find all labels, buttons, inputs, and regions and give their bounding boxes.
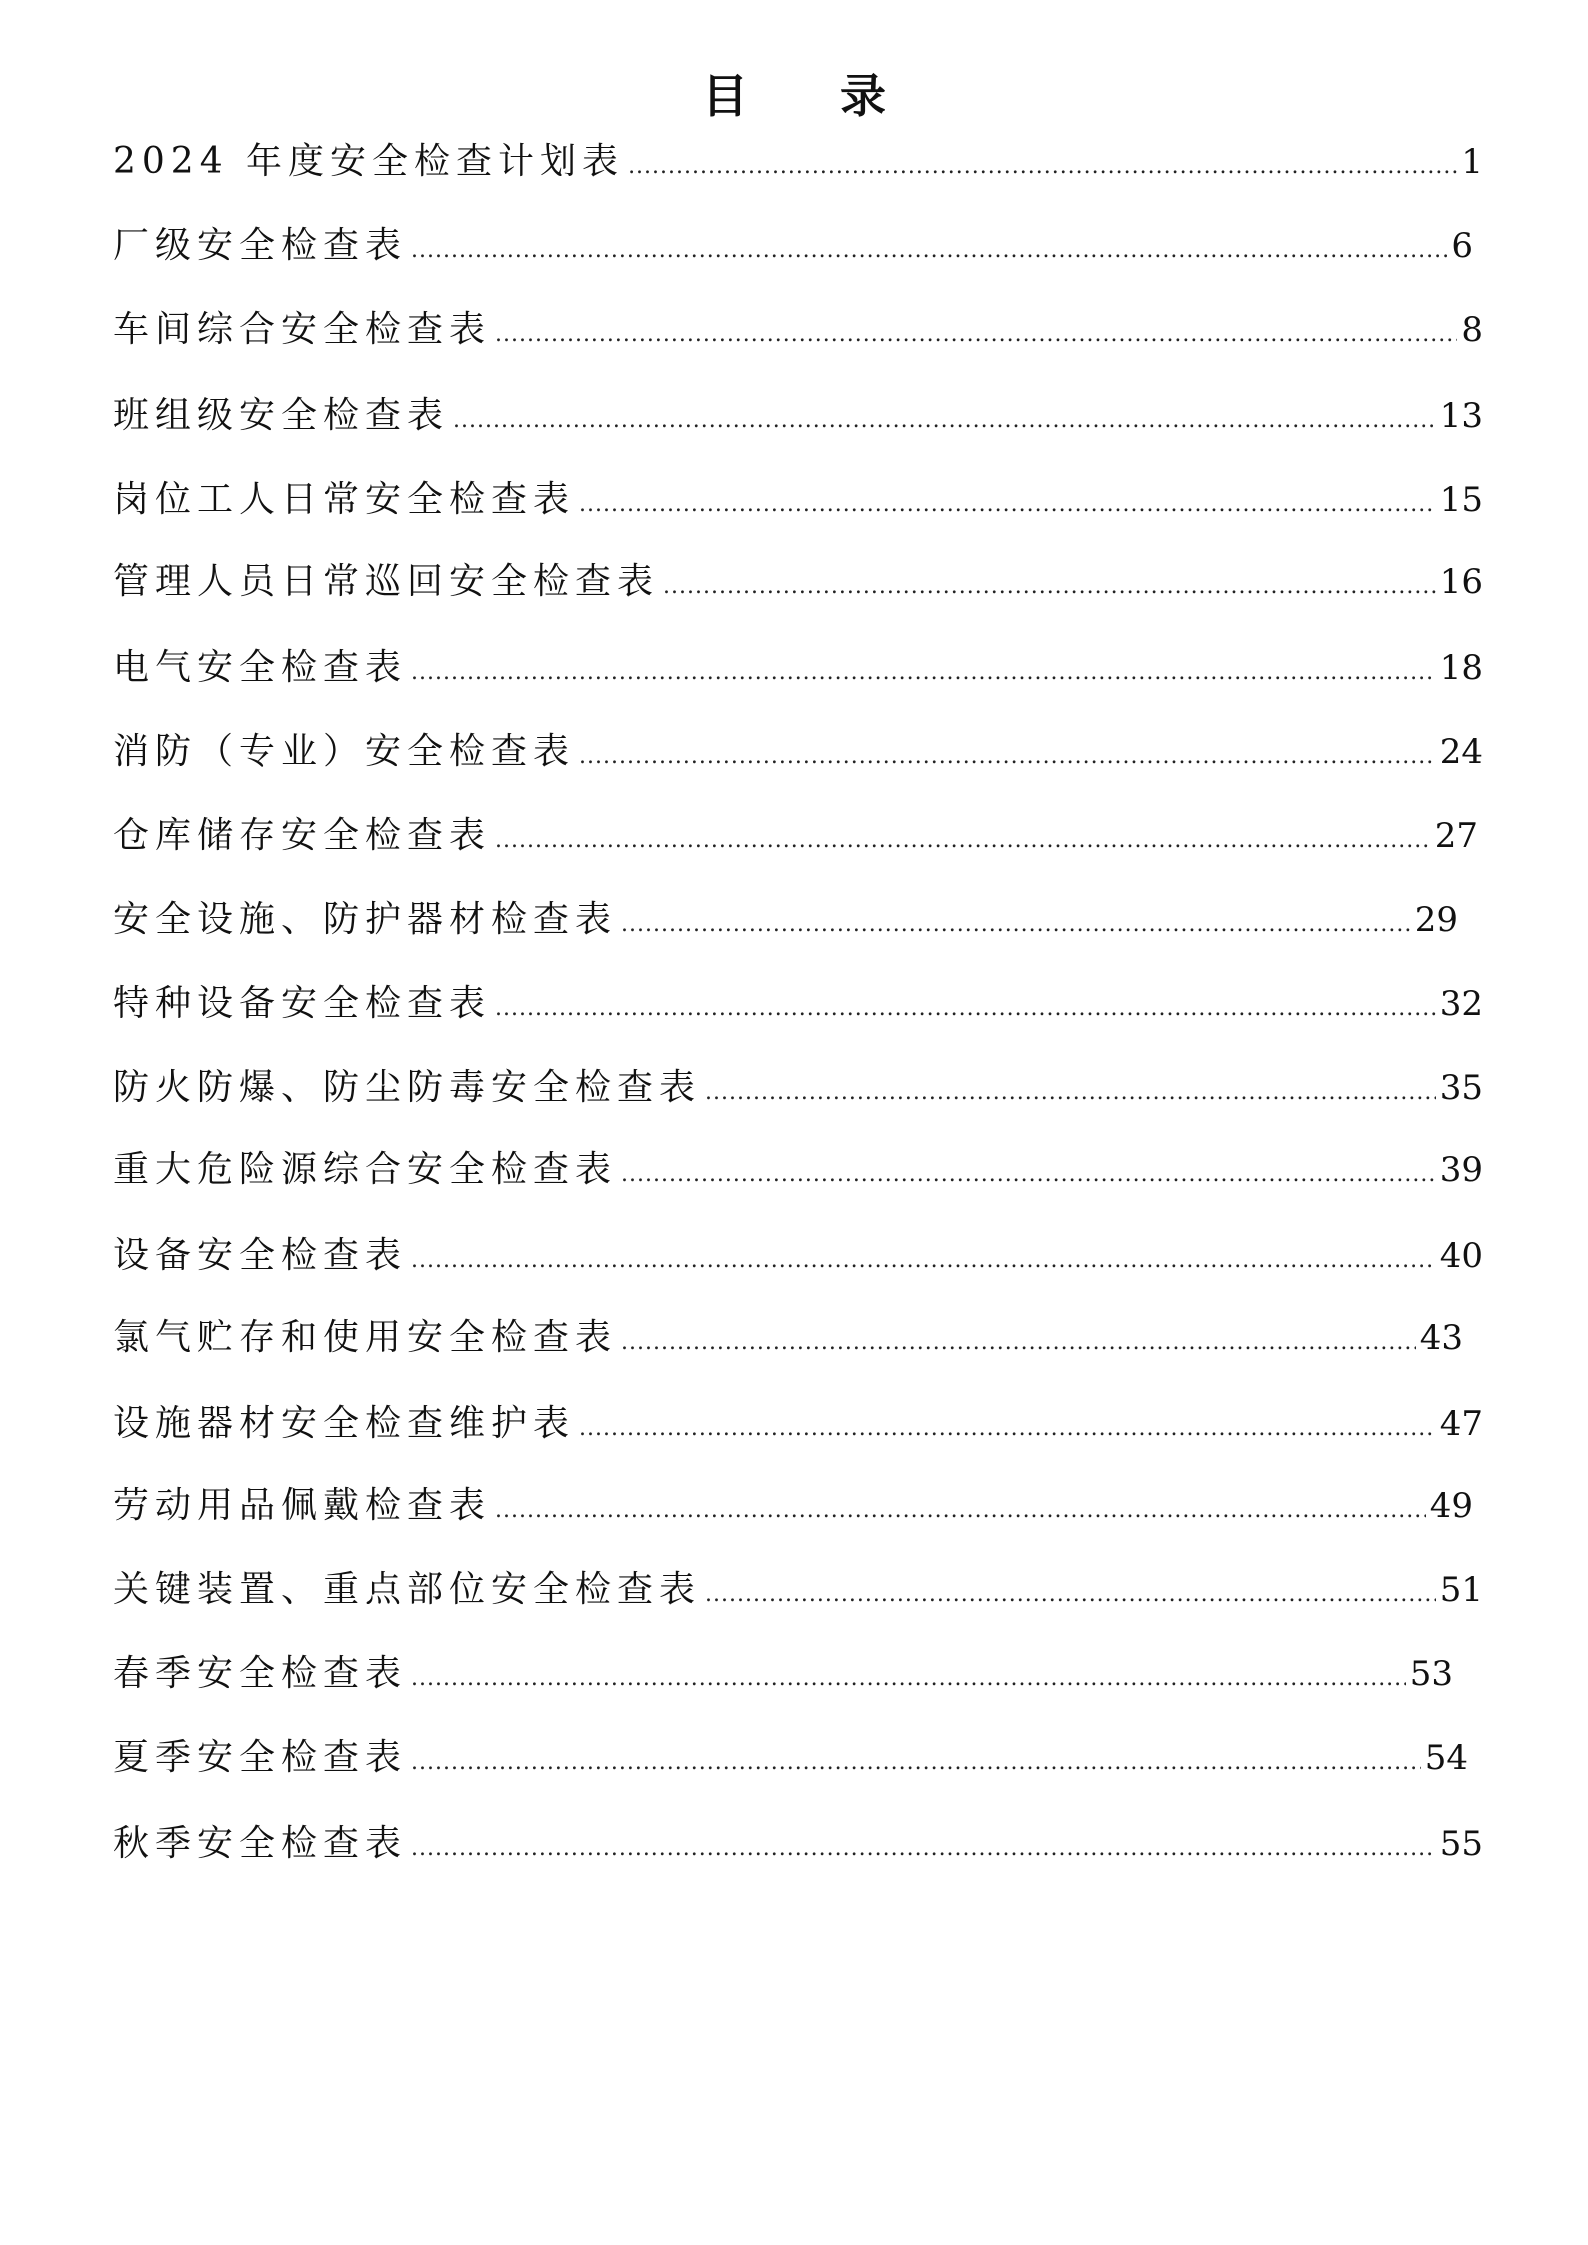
- toc-entry-page: 55: [1439, 1824, 1483, 1864]
- toc-entry-page: 47: [1439, 1404, 1483, 1444]
- toc-entry[interactable]: [113, 1818, 1483, 1870]
- toc-leader-dots: [621, 1149, 1436, 1201]
- toc-leader-dots: [411, 1737, 1421, 1789]
- toc-entry-page: 13: [1439, 396, 1483, 436]
- toc-entry[interactable]: [113, 1648, 1453, 1700]
- toc-entry[interactable]: [113, 1230, 1483, 1282]
- toc-leader-dots: [411, 1235, 1436, 1287]
- toc-entry[interactable]: [113, 1144, 1483, 1196]
- toc-leader-dots: [411, 647, 1436, 699]
- toc-entry[interactable]: [113, 556, 1483, 608]
- toc-entry[interactable]: [113, 1398, 1483, 1450]
- toc-entry-title: 关键装置、重点部位安全检查表: [113, 1569, 702, 1610]
- toc-leader-dots: [579, 731, 1436, 783]
- toc-entry-title: 防火防爆、防尘防毒安全检查表: [113, 1067, 702, 1108]
- toc-entry-page: 39: [1439, 1150, 1483, 1190]
- toc-entry-title: 重大危险源综合安全检查表: [113, 1149, 618, 1190]
- toc-entry-page: 15: [1439, 480, 1483, 520]
- toc-entry[interactable]: [113, 642, 1483, 694]
- toc-entry[interactable]: [113, 978, 1483, 1030]
- toc-leader-dots: [579, 479, 1436, 531]
- toc-entry-page: 27: [1434, 816, 1478, 856]
- toc-entry[interactable]: [113, 474, 1483, 526]
- toc-entry-title: 秋季安全检查表: [113, 1823, 408, 1864]
- toc-leader-dots: [663, 561, 1436, 613]
- toc-entry-page: 24: [1439, 732, 1483, 772]
- toc-entry-page: 40: [1439, 1236, 1483, 1276]
- toc-entry[interactable]: [113, 136, 1483, 188]
- toc-entry-page: 49: [1429, 1486, 1473, 1526]
- toc-entry-title: 特种设备安全检查表: [113, 983, 492, 1024]
- toc-entry[interactable]: [113, 1312, 1463, 1364]
- toc-entry-title: 安全设施、防护器材检查表: [113, 899, 618, 940]
- toc-entry[interactable]: [113, 1564, 1483, 1616]
- toc-entry-title: 氯气贮存和使用安全检查表: [113, 1317, 618, 1358]
- toc-entry[interactable]: [113, 220, 1473, 272]
- toc-leader-dots: [411, 1823, 1436, 1875]
- toc-entry-title: 厂级安全检查表: [113, 225, 408, 266]
- toc-title: 目 录: [701, 69, 924, 123]
- toc-entry-title: 管理人员日常巡回安全检查表: [113, 561, 660, 602]
- toc-entry-page: 16: [1439, 562, 1483, 602]
- toc-entry[interactable]: [113, 894, 1458, 946]
- toc-entry-title: 设备安全检查表: [113, 1235, 408, 1276]
- toc-leader-dots: [705, 1067, 1436, 1119]
- toc-entry-page: 18: [1439, 648, 1483, 688]
- toc-entry-page: 1: [1461, 142, 1483, 182]
- toc-entry-page: 8: [1461, 310, 1483, 350]
- toc-entry-title: 岗位工人日常安全检查表: [113, 479, 576, 520]
- toc-leader-dots: [621, 1317, 1416, 1369]
- toc-entry-title: 劳动用品佩戴检查表: [113, 1485, 492, 1526]
- toc-leader-dots: [411, 225, 1447, 277]
- toc-entry-page: 32: [1439, 984, 1483, 1024]
- toc-entry[interactable]: [113, 1480, 1473, 1532]
- toc-entry[interactable]: [113, 390, 1483, 442]
- toc-entry[interactable]: [113, 1732, 1468, 1784]
- toc-entry-title: 春季安全检查表: [113, 1653, 408, 1694]
- toc-entry[interactable]: [113, 810, 1478, 862]
- toc-leader-dots: [495, 983, 1436, 1035]
- toc-leader-dots: [495, 815, 1431, 867]
- toc-leader-dots: [621, 899, 1411, 951]
- toc-entry-page: 53: [1409, 1654, 1453, 1694]
- toc-entry-title: 2024 年度安全检查计划表: [113, 141, 625, 182]
- toc-leader-dots: [495, 1485, 1426, 1537]
- toc-entry-page: 35: [1439, 1068, 1483, 1108]
- toc-entry-page: 54: [1424, 1738, 1468, 1778]
- toc-entry-title: 车间综合安全检查表: [113, 309, 492, 350]
- toc-entry-page: 51: [1439, 1570, 1483, 1610]
- toc-leader-dots: [495, 309, 1457, 361]
- toc-entry-title: 电气安全检查表: [113, 647, 408, 688]
- toc-entry-title: 消防（专业）安全检查表: [113, 731, 576, 772]
- toc-entry[interactable]: [113, 726, 1483, 778]
- toc-leader-dots: [628, 141, 1457, 193]
- toc-entry-page: 29: [1414, 900, 1458, 940]
- toc-entry[interactable]: [113, 304, 1483, 356]
- toc-entry-title: 夏季安全检查表: [113, 1737, 408, 1778]
- toc-entry-title: 班组级安全检查表: [113, 395, 450, 436]
- toc-entry-page: 43: [1419, 1318, 1463, 1358]
- toc-entry-title: 设施器材安全检查维护表: [113, 1403, 576, 1444]
- toc-entry-page: 6: [1451, 226, 1473, 266]
- toc-entry[interactable]: [113, 1062, 1483, 1114]
- toc-leader-dots: [579, 1403, 1436, 1455]
- toc-entry-title: 仓库储存安全检查表: [113, 815, 492, 856]
- toc-leader-dots: [453, 395, 1436, 447]
- toc-leader-dots: [411, 1653, 1406, 1705]
- toc-leader-dots: [705, 1569, 1436, 1621]
